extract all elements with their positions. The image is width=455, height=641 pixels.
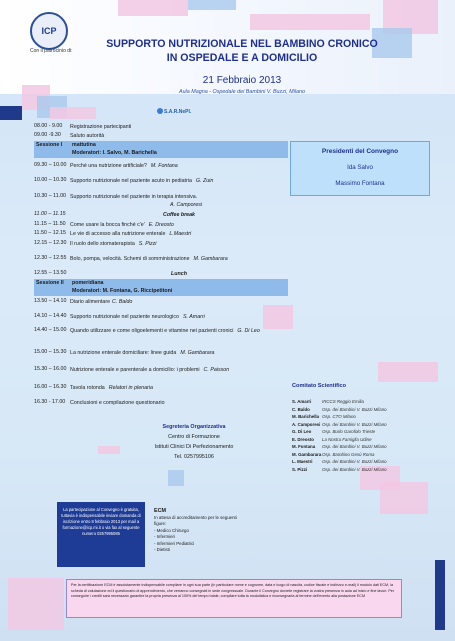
- presidents-box: [290, 141, 430, 196]
- secretariat-block: [134, 422, 254, 462]
- registration-box: La partecipazione al Convegno è gratuita, tuttavia è indispensabile inviare domanda di iscrizione entro 8 febbraio 2013 per mail a formazione@icp.mi.it o via fax al seguente numero 0257995085: [57, 502, 145, 567]
- decor-block: [98, 446, 120, 454]
- program-row: 09.00 -9.30 Saluto autorità: [34, 132, 105, 139]
- program-row: 10.30 – 11.00 Supporto nutrizionale nel paziente in terapia intensiva. A. Camporesi: [34, 193, 203, 208]
- program-row: 12.55 – 13.50 Lunch: [34, 270, 187, 277]
- event-place: Aula Magna - Ospedale dei Bambini V. Buzzi, Milano: [178, 89, 306, 95]
- session-header: Sessione I mattutina Moderatori: I. Salvo, M. Barichella: [34, 141, 288, 158]
- decor-block: [380, 482, 428, 514]
- program-row: 11.50 – 12.15 Le vie di accesso alla nutrizione enterale L.Maestri: [34, 230, 192, 237]
- logo: ICP: [30, 12, 68, 50]
- title-line-1: SUPPORTO NUTRIZIONALE NEL BAMBINO CRONICO: [106, 38, 378, 50]
- committee-list: [292, 398, 432, 473]
- committee-member: M. Gambarara Osp. Bambino Gesù Roma: [292, 451, 375, 457]
- decor-block: [435, 560, 445, 630]
- ecm-intro: In attesa di accreditamento per le seguenti figure:: [154, 514, 237, 526]
- title-line-2: IN OSPEDALE E A DOMICILIO: [166, 51, 318, 64]
- program-row: 16.00 – 16.30 Tavola rotonda Relatori in plenaria: [34, 384, 153, 391]
- decor-block: [188, 0, 236, 10]
- ecm-figure: - Dietisti: [154, 547, 170, 552]
- president-name: Ida Salvo: [347, 164, 373, 171]
- program-row: 11.15 – 11.50 Come usare la bocca finché c'e' E. Dreosto: [34, 221, 174, 228]
- program-row: 10.00 – 10.30 Supporto nutrizionale nel paziente acuto in pediatria G. Zuin: [34, 177, 214, 184]
- decor-block: [50, 107, 96, 119]
- program-row: 11.00 – 11.15 Coffee break: [34, 211, 195, 218]
- program-row: 12.15 – 12.30 Il ruolo dello stomaterapista S. Pizzi: [34, 240, 157, 247]
- session-header: Sessione II pomeridiana Moderatori: M. Fontana, G. Riccipetitoni: [34, 279, 288, 296]
- sarnepi-logo-icon: [157, 108, 163, 114]
- president-name: Massimo Fontana: [335, 180, 385, 187]
- secretariat-title: Segreteria Organizzativa: [162, 424, 226, 430]
- program-row: 14.10 – 14.40 Supporto nutrizionale nel paziente neurologico S. Amarri: [34, 313, 205, 320]
- patronage-label: Con il patrocinio di:: [30, 48, 73, 54]
- program-row: 09.30 – 10.00 Perché una nutrizione artificiale? M. Fontana: [34, 162, 178, 169]
- ecm-note: Per la certificazione ECM è assolutamente indispensabile compilare in ogni sua parte (in particolare nome e cognome, data e luogo di nascita, codice fiscale e indirizzo e-mail) il modulo dati ECM, la scheda di valutazione ed il questionario di apprendimento, che verranno consegnati in sede congressuale. Durante il Convegno dovrete registrare la vostra presenza in aula ad inizio e fine lavori. Per conseguire i crediti sarà necessario garantire la propria presenza al 100% del tempo totale, compilare tutta la modulistica e riconsegnarla al termine dell'evento alla postazione ECM: [66, 579, 402, 618]
- ecm-block: [154, 508, 240, 554]
- program-row: 16.30 - 17.00 Conclusioni e compilazione questionario: [34, 399, 165, 406]
- program-row: 13.50 – 14.10 Diario alimentare C. Baldo: [34, 298, 133, 305]
- decor-block: [168, 470, 184, 486]
- program-row: 15.30 – 16.00 Nutrizione enterale e parenterale a domicilio: i problemi C. Paisson: [34, 366, 230, 373]
- event-date: 21 Febbraio 2013: [202, 75, 282, 86]
- committee-member: C. Baldo Osp. dei Bambini V. Buzzi Milano: [292, 406, 387, 412]
- secretariat-phone: Tel. 0257995106: [174, 454, 214, 460]
- ecm-figure: - Medico Chirurgo: [154, 527, 189, 533]
- committee-member: A. Camporesi Osp. dei Bambini V. Buzzi Milano: [292, 421, 387, 427]
- committee-member: M. Barichella Osp. CTO Milano: [292, 414, 356, 419]
- committee-member: G. Di Leo Osp. Burlo Garofolo Trieste: [292, 429, 376, 434]
- committee-member: S. Pizzi Osp. dei Bambini V. Buzzi Milano: [292, 466, 387, 472]
- page-title: [92, 38, 392, 65]
- committee-member: E. Dreosto La Nostra Famiglia Udine: [292, 436, 372, 442]
- decor-block: [8, 578, 64, 630]
- sarnepi-label: S.A.R.NePI.: [164, 109, 192, 115]
- secretariat-line: Istituti Clinici Di Perfezionamento: [154, 444, 234, 450]
- decor-block: [0, 106, 22, 120]
- committee-member: S. Amarri IRCCS Reggio Emilia: [292, 399, 364, 404]
- committee-title: Comitato Scientifico: [292, 383, 347, 389]
- ecm-figure: - Infermieri: [154, 534, 175, 539]
- ecm-figure: - Infermieri Pediatrici: [154, 540, 195, 546]
- secretariat-line: Centro di Formazione: [168, 434, 220, 440]
- decor-block: [250, 14, 370, 30]
- presidents-title: Presidenti del Convegno: [321, 148, 399, 155]
- ecm-title: ECM: [154, 508, 166, 514]
- committee-member: M. Fontana Osp. dei Bambini V. Buzzi Milano: [292, 444, 387, 449]
- decor-block: [118, 0, 188, 16]
- program-row: 08.00 - 9.00 Registrazione partecipanti: [34, 123, 132, 130]
- program-row: 14.40 – 15.00 Quando utilizzare e come oligoelementi e vitamine nei pazienti cronici G. Di Leo: [34, 327, 260, 334]
- program-row: 12.30 – 12.55 Bolo, pompa, velocità. Schemi di somministrazione M. Gambarara: [34, 255, 228, 262]
- committee-member: L. Maestri Osp. dei Bambini V. Buzzi Milano: [292, 459, 387, 464]
- decor-block: [378, 362, 438, 382]
- program-row: 15.00 – 15.30 La nutrizione enterale domiciliare: linee guida M. Gambarara: [34, 349, 215, 356]
